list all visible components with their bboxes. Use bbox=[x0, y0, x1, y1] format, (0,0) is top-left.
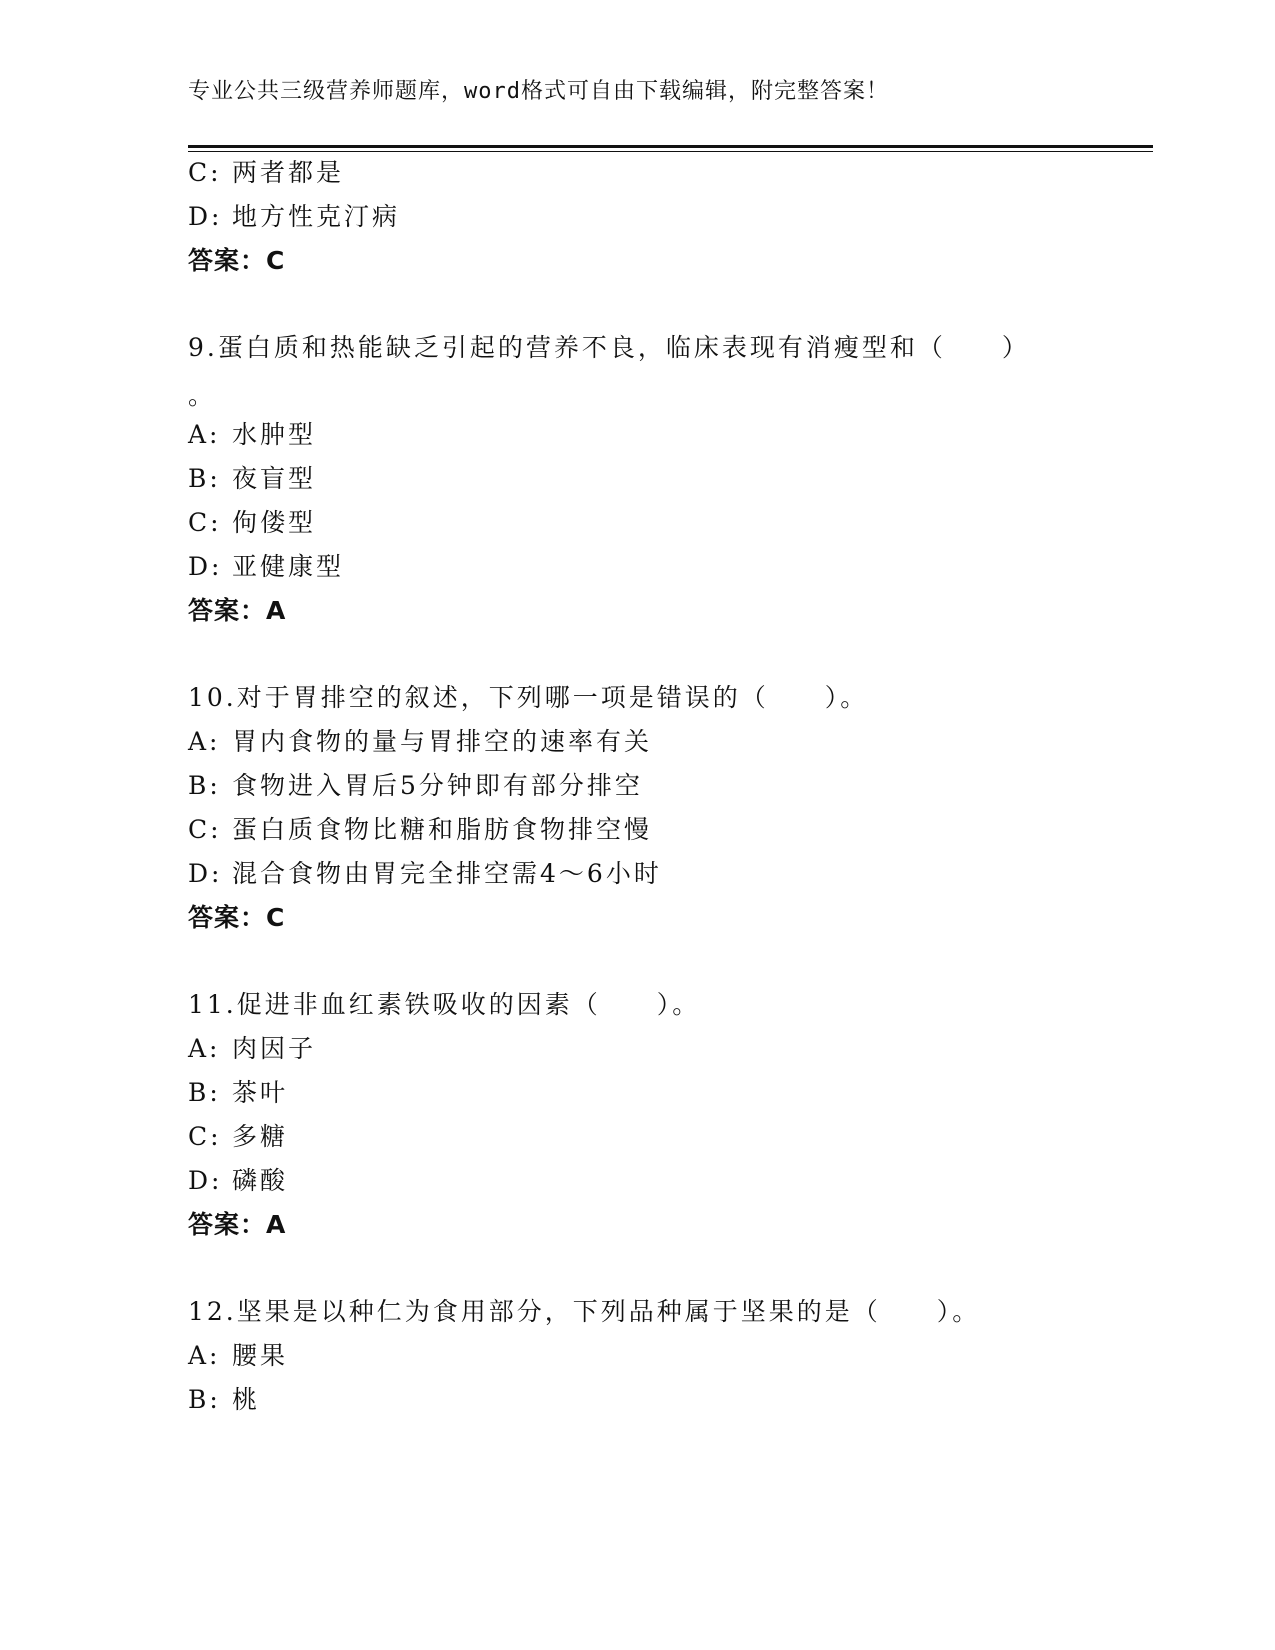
option-label: A: bbox=[188, 1034, 221, 1063]
option-label: D: bbox=[188, 552, 223, 581]
q9-stem-continuation: 。 bbox=[188, 381, 217, 410]
option-label: C: bbox=[188, 1122, 222, 1151]
option-text: 夜盲型 bbox=[232, 464, 317, 493]
option-label: C: bbox=[188, 508, 222, 537]
q10-option-b bbox=[188, 771, 643, 801]
option-text: 胃内食物的量与胃排空的速率有关 bbox=[232, 727, 653, 756]
option-text: 桃 bbox=[232, 1385, 261, 1414]
option-label: B: bbox=[188, 1078, 221, 1107]
q12-option-b bbox=[188, 1385, 260, 1415]
option-label: B: bbox=[188, 1385, 221, 1414]
option-text: 食物进入胃后5分钟即有部分排空 bbox=[232, 771, 643, 800]
header-rule-thick bbox=[188, 145, 1153, 148]
option-label: D: bbox=[188, 1166, 223, 1195]
q10-option-a bbox=[188, 727, 652, 757]
q9-stem: 9.蛋白质和热能缺乏引起的营养不良，临床表现有消瘦型和（ ） bbox=[188, 333, 1030, 362]
option-label: A: bbox=[188, 1341, 221, 1370]
q12-stem: 12.坚果是以种仁为食用部分，下列品种属于坚果的是（ ）。 bbox=[188, 1297, 981, 1326]
option-label: B: bbox=[188, 464, 221, 493]
option-text: 两者都是 bbox=[232, 158, 345, 187]
q10-option-d bbox=[188, 859, 662, 889]
q9-option-b bbox=[188, 464, 316, 494]
q9-answer: 答案：A bbox=[188, 596, 287, 625]
option-label: B: bbox=[188, 771, 221, 800]
q11-option-a bbox=[188, 1034, 316, 1064]
q10-answer: 答案：C bbox=[188, 903, 286, 932]
q10-option-c bbox=[188, 815, 652, 845]
option-text: 茶叶 bbox=[232, 1078, 289, 1107]
q12-option-a bbox=[188, 1341, 288, 1371]
option-text: 地方性克汀病 bbox=[232, 202, 401, 231]
option-label: C: bbox=[188, 158, 222, 187]
q9-option-a bbox=[188, 420, 316, 450]
header-rule-thin bbox=[188, 151, 1153, 152]
option-label: A: bbox=[188, 420, 221, 449]
option-text: 蛋白质食物比糖和脂肪食物排空慢 bbox=[232, 815, 653, 844]
q11-option-b bbox=[188, 1078, 288, 1108]
q8-option-d bbox=[188, 202, 400, 232]
q10-stem: 10.对于胃排空的叙述，下列哪一项是错误的（ ）。 bbox=[188, 683, 869, 712]
option-text: 水肿型 bbox=[232, 420, 317, 449]
q11-answer: 答案：A bbox=[188, 1210, 287, 1239]
q9-option-c bbox=[188, 508, 316, 538]
q8-answer: 答案：C bbox=[188, 246, 286, 275]
q11-option-c bbox=[188, 1122, 288, 1152]
q8-option-c bbox=[188, 158, 344, 188]
option-text: 多糖 bbox=[232, 1122, 289, 1151]
option-label: A: bbox=[188, 727, 221, 756]
q11-stem: 11.促进非血红素铁吸收的因素（ ）。 bbox=[188, 990, 701, 1019]
q9-option-d bbox=[188, 552, 344, 582]
option-text: 亚健康型 bbox=[232, 552, 345, 581]
option-text: 佝偻型 bbox=[232, 508, 317, 537]
option-text: 腰果 bbox=[232, 1341, 289, 1370]
option-text: 肉因子 bbox=[232, 1034, 317, 1063]
page-header: 专业公共三级营养师题库，word格式可自由下载编辑，附完整答案！ bbox=[188, 79, 889, 104]
option-text: 磷酸 bbox=[232, 1166, 289, 1195]
option-label: D: bbox=[188, 859, 223, 888]
q11-option-d bbox=[188, 1166, 288, 1196]
option-label: C: bbox=[188, 815, 222, 844]
option-label: D: bbox=[188, 202, 223, 231]
option-text: 混合食物由胃完全排空需4～6小时 bbox=[232, 859, 662, 888]
